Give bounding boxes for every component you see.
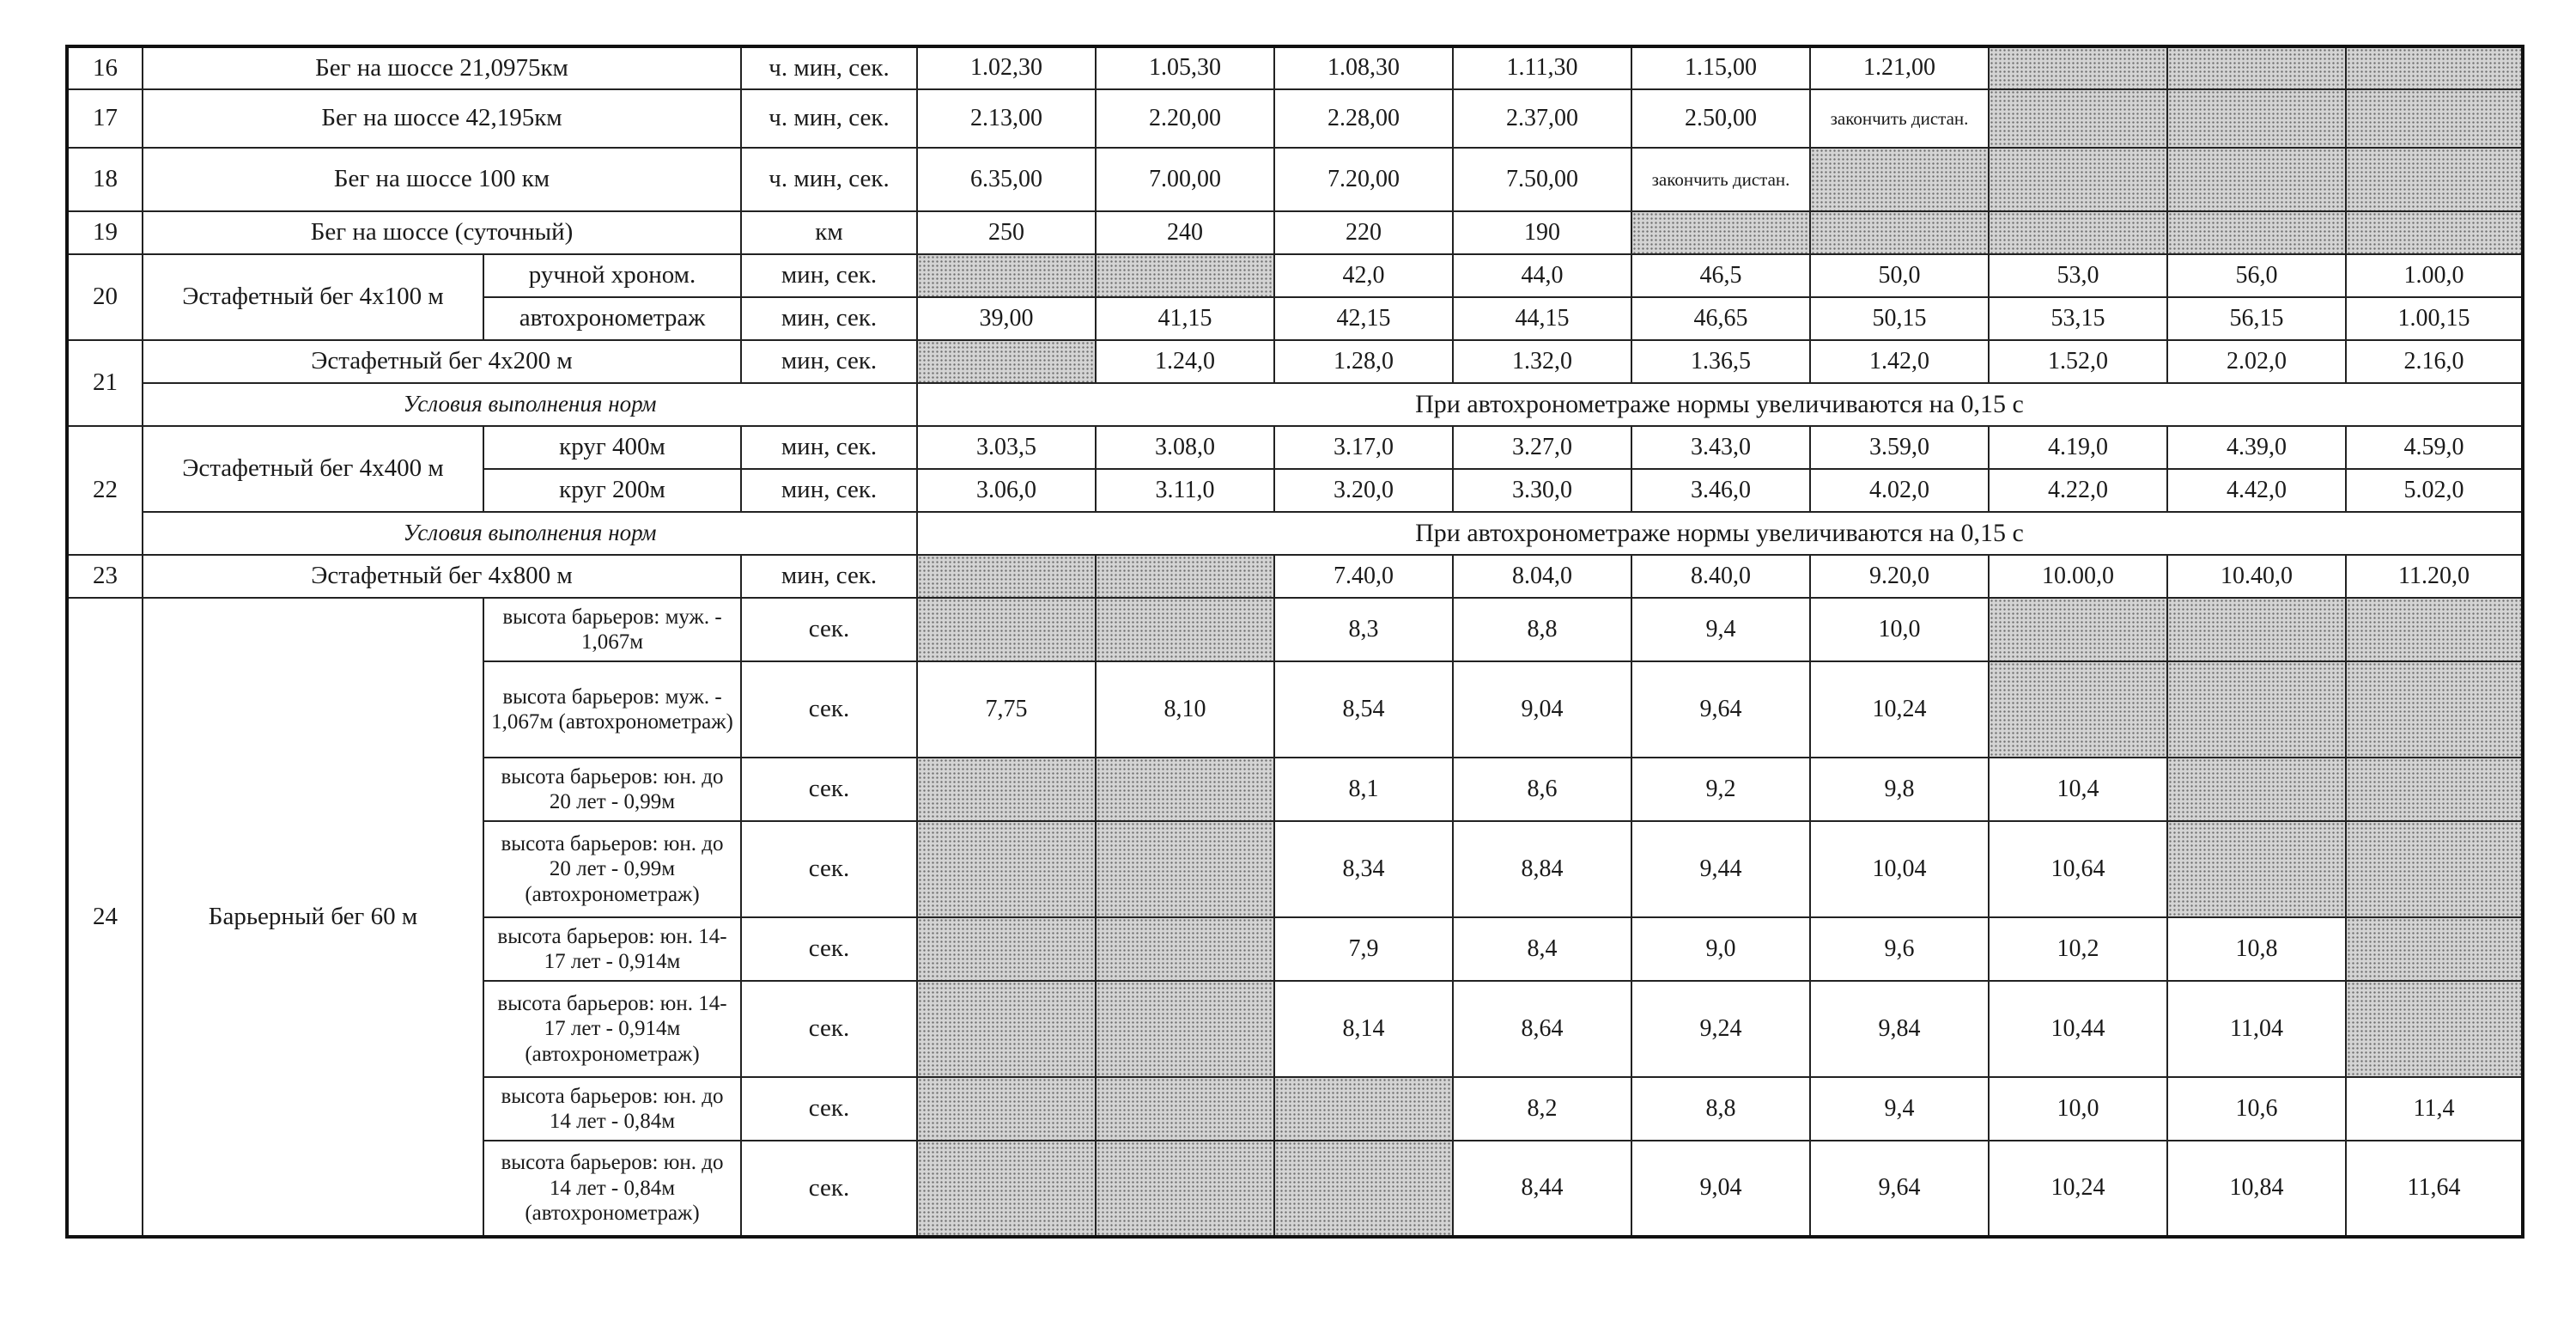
value-cell: 7.50,00 [1453, 148, 1631, 211]
value-cell: 9,4 [1631, 598, 1810, 661]
table-row [67, 426, 2523, 469]
shaded-cell [2346, 661, 2523, 758]
conditions-note: При автохронометраже нормы увеличиваются на 0,15 с [917, 383, 2523, 426]
sub-event-label: высота барьеров: юн. до 20 лет - 0,99м [483, 758, 741, 821]
value-cell: 190 [1453, 211, 1631, 254]
sub-event-label: высота барьеров: юн. 14-17 лет - 0,914м (автохронометраж) [483, 981, 741, 1077]
table-row [67, 148, 2523, 211]
value-cell: 10,64 [1989, 821, 2167, 917]
value-cell: 9,04 [1453, 661, 1631, 758]
standards-table [65, 45, 2524, 1239]
value-cell: 11.20,0 [2346, 555, 2523, 598]
event-name: Эстафетный бег 4х800 м [143, 555, 741, 598]
row-number: 22 [67, 426, 143, 555]
value-cell: 7.40,0 [1274, 555, 1453, 598]
value-cell: 8,3 [1274, 598, 1453, 661]
value-cell: 1.24,0 [1096, 340, 1274, 383]
sub-event-label: круг 200м [483, 469, 741, 512]
value-cell: 2.50,00 [1631, 89, 1810, 148]
value-cell: 1.36,5 [1631, 340, 1810, 383]
value-cell: 7.20,00 [1274, 148, 1453, 211]
shaded-cell [2167, 661, 2346, 758]
event-name: Барьерный бег 60 м [143, 598, 483, 1237]
shaded-cell [2167, 46, 2346, 89]
value-cell: 1.00,0 [2346, 254, 2523, 297]
shaded-cell [2346, 821, 2523, 917]
value-cell: 10,44 [1989, 981, 2167, 1077]
value-cell: 2.13,00 [917, 89, 1096, 148]
value-cell: 9.20,0 [1810, 555, 1989, 598]
unit-cell: мин, сек. [741, 426, 917, 469]
row-number: 24 [67, 598, 143, 1237]
row-number: 18 [67, 148, 143, 211]
value-cell: 3.08,0 [1096, 426, 1274, 469]
value-cell: 8,10 [1096, 661, 1274, 758]
value-cell: 11,4 [2346, 1077, 2523, 1141]
shaded-cell [2346, 598, 2523, 661]
shaded-cell [917, 917, 1096, 981]
value-cell: 9,2 [1631, 758, 1810, 821]
shaded-cell [2346, 917, 2523, 981]
value-cell: 7.00,00 [1096, 148, 1274, 211]
value-cell: 11,04 [2167, 981, 2346, 1077]
event-name: Эстафетный бег 4х400 м [143, 426, 483, 512]
value-cell: 7,75 [917, 661, 1096, 758]
value-cell: 3.59,0 [1810, 426, 1989, 469]
shaded-cell [1631, 211, 1810, 254]
table-row [67, 211, 2523, 254]
value-cell: 4.39,0 [2167, 426, 2346, 469]
shaded-cell [2167, 821, 2346, 917]
value-cell: 50,15 [1810, 297, 1989, 340]
shaded-cell [2346, 758, 2523, 821]
value-cell: 1.42,0 [1810, 340, 1989, 383]
sub-event-label: круг 400м [483, 426, 741, 469]
value-cell: 2.20,00 [1096, 89, 1274, 148]
shaded-cell [1096, 1141, 1274, 1237]
sub-event-label: автохронометраж [483, 297, 741, 340]
event-name: Эстафетный бег 4х100 м [143, 254, 483, 340]
value-cell: 1.11,30 [1453, 46, 1631, 89]
value-cell: 4.42,0 [2167, 469, 2346, 512]
table-row [67, 89, 2523, 148]
value-cell: 1.52,0 [1989, 340, 2167, 383]
value-cell: 7,9 [1274, 917, 1453, 981]
shaded-cell [1096, 917, 1274, 981]
sub-event-label: высота барьеров: юн. 14-17 лет - 0,914м [483, 917, 741, 981]
value-cell: 53,15 [1989, 297, 2167, 340]
value-cell: 2.02,0 [2167, 340, 2346, 383]
value-cell: 1.32,0 [1453, 340, 1631, 383]
value-cell: 8,1 [1274, 758, 1453, 821]
unit-cell: мин, сек. [741, 254, 917, 297]
sub-event-label: высота барьеров: юн. до 14 лет - 0,84м [483, 1077, 741, 1141]
row-number: 16 [67, 46, 143, 89]
value-cell: 1.02,30 [917, 46, 1096, 89]
sub-event-label: высота барьеров: юн. до 20 лет - 0,99м (автохронометраж) [483, 821, 741, 917]
shaded-cell [1989, 211, 2167, 254]
value-cell: 8.40,0 [1631, 555, 1810, 598]
row-number: 19 [67, 211, 143, 254]
unit-cell: сек. [741, 821, 917, 917]
value-cell: 3.30,0 [1453, 469, 1631, 512]
unit-cell: сек. [741, 917, 917, 981]
unit-cell: сек. [741, 758, 917, 821]
value-cell: 9,8 [1810, 758, 1989, 821]
unit-cell: мин, сек. [741, 555, 917, 598]
value-cell: 9,6 [1810, 917, 1989, 981]
value-cell: 3.17,0 [1274, 426, 1453, 469]
unit-cell: мин, сек. [741, 297, 917, 340]
shaded-cell [2167, 598, 2346, 661]
value-cell: 10,0 [1810, 598, 1989, 661]
value-cell: 10.40,0 [2167, 555, 2346, 598]
value-cell: 46,65 [1631, 297, 1810, 340]
value-cell: 5.02,0 [2346, 469, 2523, 512]
value-cell: 50,0 [1810, 254, 1989, 297]
table-row [67, 46, 2523, 89]
shaded-cell [2346, 981, 2523, 1077]
event-name: Эстафетный бег 4х200 м [143, 340, 741, 383]
shaded-cell [917, 555, 1096, 598]
value-cell: 8,14 [1274, 981, 1453, 1077]
value-cell: 10,24 [1989, 1141, 2167, 1237]
shaded-cell [2346, 148, 2523, 211]
event-name: Бег на шоссе 42,195км [143, 89, 741, 148]
shaded-cell [1096, 598, 1274, 661]
shaded-cell [2346, 211, 2523, 254]
value-cell: 9,04 [1631, 1141, 1810, 1237]
shaded-cell [917, 254, 1096, 297]
value-cell: 3.27,0 [1453, 426, 1631, 469]
shaded-cell [917, 981, 1096, 1077]
shaded-cell [1096, 1077, 1274, 1141]
shaded-cell [2167, 758, 2346, 821]
shaded-cell [1096, 981, 1274, 1077]
table-row [67, 254, 2523, 297]
shaded-cell [2346, 46, 2523, 89]
finish-distance-cell: закончить дистан. [1810, 89, 1989, 148]
shaded-cell [1989, 661, 2167, 758]
value-cell: 3.03,5 [917, 426, 1096, 469]
value-cell: 10,0 [1989, 1077, 2167, 1141]
shaded-cell [917, 340, 1096, 383]
value-cell: 220 [1274, 211, 1453, 254]
value-cell: 2.28,00 [1274, 89, 1453, 148]
event-name: Бег на шоссе (суточный) [143, 211, 741, 254]
shaded-cell [1096, 254, 1274, 297]
value-cell: 10,04 [1810, 821, 1989, 917]
event-name: Бег на шоссе 21,0975км [143, 46, 741, 89]
unit-cell: сек. [741, 981, 917, 1077]
value-cell: 6.35,00 [917, 148, 1096, 211]
value-cell: 10,24 [1810, 661, 1989, 758]
value-cell: 10,84 [2167, 1141, 2346, 1237]
conditions-label: Условия выполнения норм [143, 512, 917, 555]
unit-cell: ч. мин, сек. [741, 148, 917, 211]
row-number: 20 [67, 254, 143, 340]
value-cell: 1.08,30 [1274, 46, 1453, 89]
conditions-label: Условия выполнения норм [143, 383, 917, 426]
value-cell: 1.00,15 [2346, 297, 2523, 340]
shaded-cell [1989, 148, 2167, 211]
sub-event-label: ручной хроном. [483, 254, 741, 297]
value-cell: 9,0 [1631, 917, 1810, 981]
value-cell: 8,54 [1274, 661, 1453, 758]
unit-cell: сек. [741, 598, 917, 661]
shaded-cell [917, 758, 1096, 821]
value-cell: 42,15 [1274, 297, 1453, 340]
table-row [67, 512, 2523, 555]
value-cell: 39,00 [917, 297, 1096, 340]
shaded-cell [1096, 758, 1274, 821]
conditions-note: При автохронометраже нормы увеличиваются на 0,15 с [917, 512, 2523, 555]
unit-cell: сек. [741, 1141, 917, 1237]
value-cell: 56,15 [2167, 297, 2346, 340]
value-cell: 9,84 [1810, 981, 1989, 1077]
shaded-cell [2346, 89, 2523, 148]
unit-cell: ч. мин, сек. [741, 46, 917, 89]
value-cell: 8,84 [1453, 821, 1631, 917]
value-cell: 3.46,0 [1631, 469, 1810, 512]
unit-cell: мин, сек. [741, 469, 917, 512]
value-cell: 1.28,0 [1274, 340, 1453, 383]
sub-event-label: высота барьеров: юн. до 14 лет - 0,84м (автохронометраж) [483, 1141, 741, 1237]
value-cell: 2.16,0 [2346, 340, 2523, 383]
sub-event-label: высота барьеров: муж. - 1,067м (автохронометраж) [483, 661, 741, 758]
value-cell: 3.20,0 [1274, 469, 1453, 512]
value-cell: 3.11,0 [1096, 469, 1274, 512]
shaded-cell [917, 1077, 1096, 1141]
value-cell: 9,64 [1631, 661, 1810, 758]
value-cell: 9,24 [1631, 981, 1810, 1077]
unit-cell: мин, сек. [741, 340, 917, 383]
value-cell: 10.00,0 [1989, 555, 2167, 598]
value-cell: 8,64 [1453, 981, 1631, 1077]
shaded-cell [1989, 598, 2167, 661]
value-cell: 3.06,0 [917, 469, 1096, 512]
unit-cell: ч. мин, сек. [741, 89, 917, 148]
shaded-cell [1810, 148, 1989, 211]
row-number: 23 [67, 555, 143, 598]
value-cell: 10,6 [2167, 1077, 2346, 1141]
shaded-cell [1096, 821, 1274, 917]
value-cell: 8,6 [1453, 758, 1631, 821]
table-row [67, 598, 2523, 661]
value-cell: 56,0 [2167, 254, 2346, 297]
table-row [67, 383, 2523, 426]
unit-cell: км [741, 211, 917, 254]
row-number: 21 [67, 340, 143, 426]
value-cell: 8,34 [1274, 821, 1453, 917]
unit-cell: сек. [741, 1077, 917, 1141]
finish-distance-cell: закончить дистан. [1631, 148, 1810, 211]
shaded-cell [2167, 89, 2346, 148]
value-cell: 42,0 [1274, 254, 1453, 297]
value-cell: 8.04,0 [1453, 555, 1631, 598]
value-cell: 10,8 [2167, 917, 2346, 981]
unit-cell: сек. [741, 661, 917, 758]
shaded-cell [917, 598, 1096, 661]
shaded-cell [1096, 555, 1274, 598]
shaded-cell [917, 821, 1096, 917]
value-cell: 1.21,00 [1810, 46, 1989, 89]
row-number: 17 [67, 89, 143, 148]
value-cell: 4.22,0 [1989, 469, 2167, 512]
shaded-cell [1274, 1141, 1453, 1237]
shaded-cell [2167, 148, 2346, 211]
value-cell: 9,44 [1631, 821, 1810, 917]
value-cell: 1.05,30 [1096, 46, 1274, 89]
shaded-cell [1810, 211, 1989, 254]
shaded-cell [917, 1141, 1096, 1237]
value-cell: 8,44 [1453, 1141, 1631, 1237]
value-cell: 240 [1096, 211, 1274, 254]
value-cell: 4.19,0 [1989, 426, 2167, 469]
value-cell: 11,64 [2346, 1141, 2523, 1237]
shaded-cell [1989, 89, 2167, 148]
value-cell: 9,4 [1810, 1077, 1989, 1141]
shaded-cell [1274, 1077, 1453, 1141]
value-cell: 8,8 [1453, 598, 1631, 661]
value-cell: 53,0 [1989, 254, 2167, 297]
value-cell: 2.37,00 [1453, 89, 1631, 148]
value-cell: 3.43,0 [1631, 426, 1810, 469]
value-cell: 44,15 [1453, 297, 1631, 340]
value-cell: 10,2 [1989, 917, 2167, 981]
value-cell: 1.15,00 [1631, 46, 1810, 89]
event-name: Бег на шоссе 100 км [143, 148, 741, 211]
value-cell: 44,0 [1453, 254, 1631, 297]
value-cell: 10,4 [1989, 758, 2167, 821]
value-cell: 4.59,0 [2346, 426, 2523, 469]
sub-event-label: высота барьеров: муж. - 1,067м [483, 598, 741, 661]
shaded-cell [2167, 211, 2346, 254]
value-cell: 8,2 [1453, 1077, 1631, 1141]
value-cell: 8,4 [1453, 917, 1631, 981]
value-cell: 4.02,0 [1810, 469, 1989, 512]
value-cell: 46,5 [1631, 254, 1810, 297]
table-row [67, 555, 2523, 598]
value-cell: 250 [917, 211, 1096, 254]
value-cell: 8,8 [1631, 1077, 1810, 1141]
table-row [67, 340, 2523, 383]
shaded-cell [1989, 46, 2167, 89]
value-cell: 41,15 [1096, 297, 1274, 340]
value-cell: 9,64 [1810, 1141, 1989, 1237]
